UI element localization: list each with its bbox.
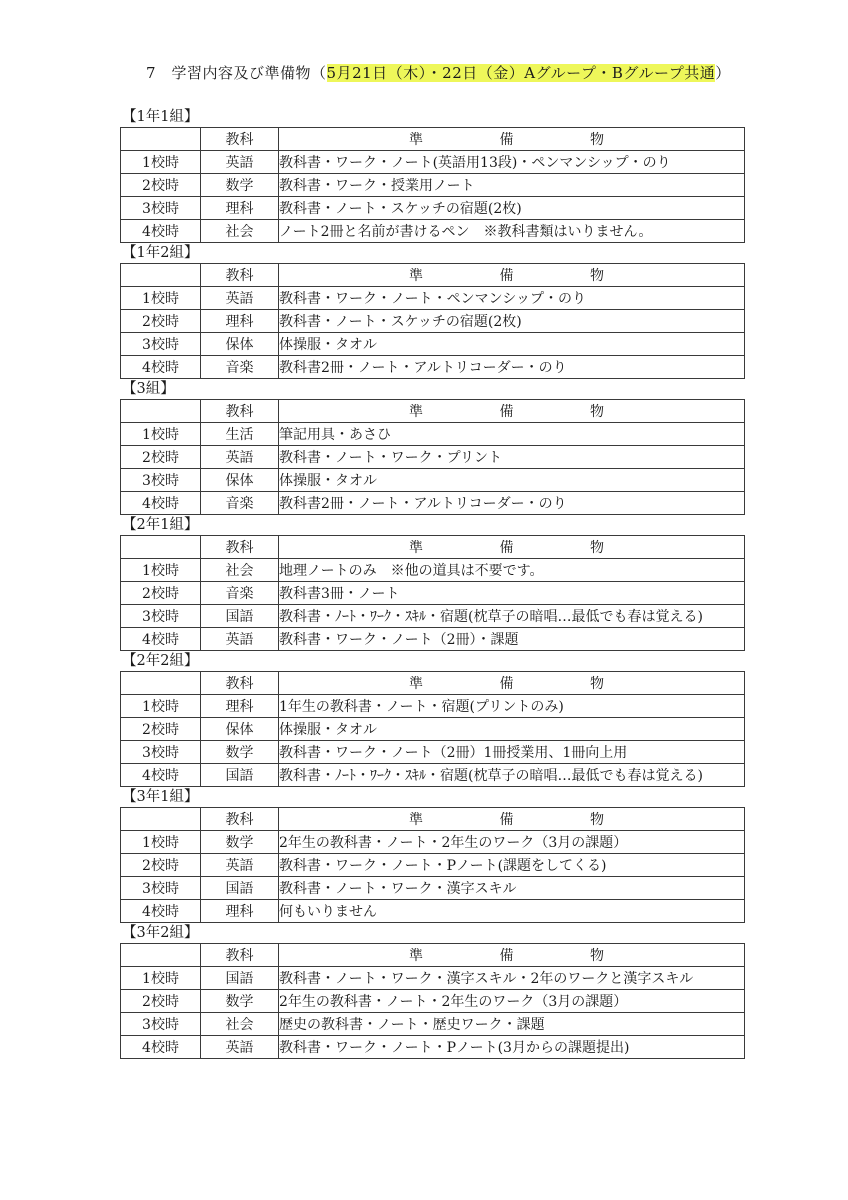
header-items-char: 準: [409, 268, 423, 284]
table-header-row: [121, 264, 745, 287]
class-section: [120, 107, 745, 243]
header-items-char: 備: [499, 812, 514, 828]
header-items-char: 準: [409, 812, 423, 828]
document-heading: [146, 62, 731, 83]
table-row: [121, 695, 745, 718]
header-subject-cell: 教科: [201, 264, 279, 287]
subject-cell: 数学: [201, 174, 279, 197]
items-cell: 2年生の教科書・ノート・2年生のワーク（3月の課題）: [279, 831, 745, 854]
items-cell: 体操服・タオル: [279, 718, 745, 741]
header-items-char: 準: [409, 404, 423, 420]
items-cell: 教科書・ワーク・ノート(英語用13段)・ペンマンシップ・のり: [279, 151, 745, 174]
header-items-cell: [279, 672, 745, 695]
header-items-char: 備: [499, 676, 514, 692]
subject-cell: 数学: [201, 990, 279, 1013]
items-cell: 教科書2冊・ノート・アルトリコーダー・のり: [279, 492, 745, 515]
header-items-char: 備: [499, 948, 514, 964]
period-cell: 2校時: [121, 310, 201, 333]
period-cell: 1校時: [121, 967, 201, 990]
table-row: [121, 333, 745, 356]
subject-cell: 数学: [201, 831, 279, 854]
class-label: 【1年2組】: [122, 245, 199, 261]
header-items-char: 準: [409, 540, 423, 556]
period-cell: 2校時: [121, 718, 201, 741]
header-items-char: 準: [409, 132, 423, 148]
table-row: [121, 492, 745, 515]
header-period-cell: [121, 944, 201, 967]
header-subject-cell: 教科: [201, 128, 279, 151]
period-cell: 3校時: [121, 741, 201, 764]
items-cell: 教科書・ノート・スケッチの宿題(2枚): [279, 310, 745, 333]
table-header-row: [121, 944, 745, 967]
schedule-table: [120, 399, 745, 515]
table-row: [121, 582, 745, 605]
period-cell: 3校時: [121, 877, 201, 900]
header-items-char: 物: [590, 404, 604, 420]
subject-cell: 英語: [201, 446, 279, 469]
period-cell: 3校時: [121, 605, 201, 628]
header-items-char: 備: [499, 404, 514, 420]
table-row: [121, 446, 745, 469]
period-cell: 4校時: [121, 628, 201, 651]
items-cell: 教科書・ワーク・ノート・Pノート(課題をしてくる): [279, 854, 745, 877]
period-cell: 2校時: [121, 582, 201, 605]
table-row: [121, 174, 745, 197]
header-period-cell: [121, 128, 201, 151]
class-section: [120, 515, 745, 651]
period-cell: 1校時: [121, 287, 201, 310]
period-cell: 1校時: [121, 831, 201, 854]
class-section: [120, 651, 745, 787]
class-label: 【2年1組】: [122, 517, 199, 533]
header-subject-cell: 教科: [201, 944, 279, 967]
subject-cell: 英語: [201, 287, 279, 310]
period-cell: 4校時: [121, 356, 201, 379]
header-items-cell: [279, 536, 745, 559]
subject-cell: 理科: [201, 695, 279, 718]
header-items-cell: [279, 264, 745, 287]
subject-cell: 社会: [201, 559, 279, 582]
table-row: [121, 831, 745, 854]
period-cell: 1校時: [121, 695, 201, 718]
items-cell: 地理ノートのみ ※他の道具は不要です。: [279, 559, 745, 582]
header-subject-cell: 教科: [201, 672, 279, 695]
items-cell: 教科書・ワーク・ノート（2冊）・課題: [279, 628, 745, 651]
items-cell: 体操服・タオル: [279, 333, 745, 356]
items-cell: 1年生の教科書・ノート・宿題(プリントのみ): [279, 695, 745, 718]
table-header-row: [121, 400, 745, 423]
header-items-char: 物: [590, 540, 604, 556]
table-row: [121, 900, 745, 923]
header-period-cell: [121, 536, 201, 559]
header-items-char: 物: [590, 948, 604, 964]
items-cell: 教科書・ﾉｰﾄ・ﾜｰｸ・ｽｷﾙ・宿題(枕草子の暗唱…最低でも春は覚える): [279, 605, 745, 628]
header-items-char: 物: [590, 676, 604, 692]
period-cell: 2校時: [121, 854, 201, 877]
period-cell: 2校時: [121, 174, 201, 197]
table-header-row: [121, 128, 745, 151]
class-section: [120, 243, 745, 379]
subject-cell: 国語: [201, 877, 279, 900]
subject-cell: 社会: [201, 1013, 279, 1036]
heading-highlight: 5月21日（木）・22日（金）Aグループ・Bグループ共通: [326, 64, 716, 82]
subject-cell: 英語: [201, 854, 279, 877]
items-cell: 教科書・ﾉｰﾄ・ﾜｰｸ・ｽｷﾙ・宿題(枕草子の暗唱…最低でも春は覚える): [279, 764, 745, 787]
items-cell: 2年生の教科書・ノート・2年生のワーク（3月の課題）: [279, 990, 745, 1013]
items-cell: 教科書・ノート・ワーク・漢字スキル・2年のワークと漢字スキル: [279, 967, 745, 990]
table-row: [121, 854, 745, 877]
items-cell: 教科書・ワーク・ノート（2冊）1冊授業用、1冊向上用: [279, 741, 745, 764]
items-cell: 教科書2冊・ノート・アルトリコーダー・のり: [279, 356, 745, 379]
header-subject-cell: 教科: [201, 400, 279, 423]
table-row: [121, 559, 745, 582]
table-row: [121, 310, 745, 333]
header-items-char: 物: [590, 132, 604, 148]
items-cell: 何もいりません: [279, 900, 745, 923]
period-cell: 3校時: [121, 197, 201, 220]
subject-cell: 国語: [201, 605, 279, 628]
subject-cell: 生活: [201, 423, 279, 446]
items-cell: 歴史の教科書・ノート・歴史ワーク・課題: [279, 1013, 745, 1036]
header-items-char: 物: [590, 268, 604, 284]
heading-suffix: ）: [715, 64, 731, 82]
schedule-table: [120, 943, 745, 1059]
subject-cell: 国語: [201, 764, 279, 787]
period-cell: 2校時: [121, 990, 201, 1013]
header-items-char: 準: [409, 948, 423, 964]
subject-cell: 音楽: [201, 492, 279, 515]
subject-cell: 保体: [201, 333, 279, 356]
items-cell: 教科書・ワーク・ノート・Pノート(3月からの課題提出): [279, 1036, 745, 1059]
period-cell: 3校時: [121, 1013, 201, 1036]
header-period-cell: [121, 808, 201, 831]
schedule-table: [120, 535, 745, 651]
header-items-char: 準: [409, 676, 423, 692]
items-cell: 教科書3冊・ノート: [279, 582, 745, 605]
table-header-row: [121, 672, 745, 695]
subject-cell: 英語: [201, 151, 279, 174]
subject-cell: 保体: [201, 469, 279, 492]
period-cell: 4校時: [121, 492, 201, 515]
table-row: [121, 287, 745, 310]
items-cell: 体操服・タオル: [279, 469, 745, 492]
period-cell: 4校時: [121, 900, 201, 923]
period-cell: 1校時: [121, 559, 201, 582]
table-row: [121, 764, 745, 787]
table-row: [121, 469, 745, 492]
header-items-char: 備: [499, 540, 514, 556]
items-cell: 教科書・ワーク・ノート・ペンマンシップ・のり: [279, 287, 745, 310]
subject-cell: 理科: [201, 197, 279, 220]
items-cell: 教科書・ノート・ワーク・漢字スキル: [279, 877, 745, 900]
table-row: [121, 605, 745, 628]
header-period-cell: [121, 264, 201, 287]
table-row: [121, 741, 745, 764]
class-section: [120, 787, 745, 923]
class-label: 【3年1組】: [122, 789, 199, 805]
period-cell: 4校時: [121, 220, 201, 243]
class-label: 【3年2組】: [122, 925, 199, 941]
header-items-char: 備: [499, 132, 514, 148]
table-row: [121, 967, 745, 990]
items-cell: 教科書・ノート・スケッチの宿題(2枚): [279, 197, 745, 220]
header-items-cell: [279, 400, 745, 423]
schedule-sections: [120, 107, 745, 1059]
table-header-row: [121, 536, 745, 559]
class-label: 【1年1組】: [122, 109, 199, 125]
class-label: 【2年2組】: [122, 653, 199, 669]
table-row: [121, 877, 745, 900]
items-cell: 教科書・ノート・ワーク・プリント: [279, 446, 745, 469]
schedule-table: [120, 671, 745, 787]
class-section: [120, 379, 745, 515]
header-items-cell: [279, 944, 745, 967]
header-items-cell: [279, 808, 745, 831]
subject-cell: 音楽: [201, 356, 279, 379]
subject-cell: 英語: [201, 628, 279, 651]
period-cell: 1校時: [121, 151, 201, 174]
subject-cell: 理科: [201, 310, 279, 333]
table-header-row: [121, 808, 745, 831]
period-cell: 3校時: [121, 469, 201, 492]
table-row: [121, 1036, 745, 1059]
schedule-table: [120, 263, 745, 379]
header-period-cell: [121, 672, 201, 695]
heading-prefix: 7 学習内容及び準備物（: [146, 64, 327, 82]
header-period-cell: [121, 400, 201, 423]
items-cell: ノート2冊と名前が書けるペン ※教科書類はいりません。: [279, 220, 745, 243]
table-row: [121, 423, 745, 446]
table-row: [121, 356, 745, 379]
period-cell: 1校時: [121, 423, 201, 446]
table-row: [121, 197, 745, 220]
subject-cell: 社会: [201, 220, 279, 243]
items-cell: 筆記用具・あさひ: [279, 423, 745, 446]
table-row: [121, 990, 745, 1013]
table-row: [121, 628, 745, 651]
subject-cell: 理科: [201, 900, 279, 923]
subject-cell: 音楽: [201, 582, 279, 605]
schedule-table: [120, 807, 745, 923]
table-row: [121, 151, 745, 174]
header-subject-cell: 教科: [201, 536, 279, 559]
table-row: [121, 220, 745, 243]
period-cell: 2校時: [121, 446, 201, 469]
table-row: [121, 1013, 745, 1036]
header-subject-cell: 教科: [201, 808, 279, 831]
header-items-char: 物: [590, 812, 604, 828]
subject-cell: 国語: [201, 967, 279, 990]
header-items-cell: [279, 128, 745, 151]
class-section: [120, 923, 745, 1059]
subject-cell: 保体: [201, 718, 279, 741]
class-label: 【3組】: [122, 381, 175, 397]
period-cell: 3校時: [121, 333, 201, 356]
period-cell: 4校時: [121, 764, 201, 787]
subject-cell: 数学: [201, 741, 279, 764]
schedule-table: [120, 127, 745, 243]
header-items-char: 備: [499, 268, 514, 284]
items-cell: 教科書・ワーク・授業用ノート: [279, 174, 745, 197]
table-row: [121, 718, 745, 741]
subject-cell: 英語: [201, 1036, 279, 1059]
period-cell: 4校時: [121, 1036, 201, 1059]
